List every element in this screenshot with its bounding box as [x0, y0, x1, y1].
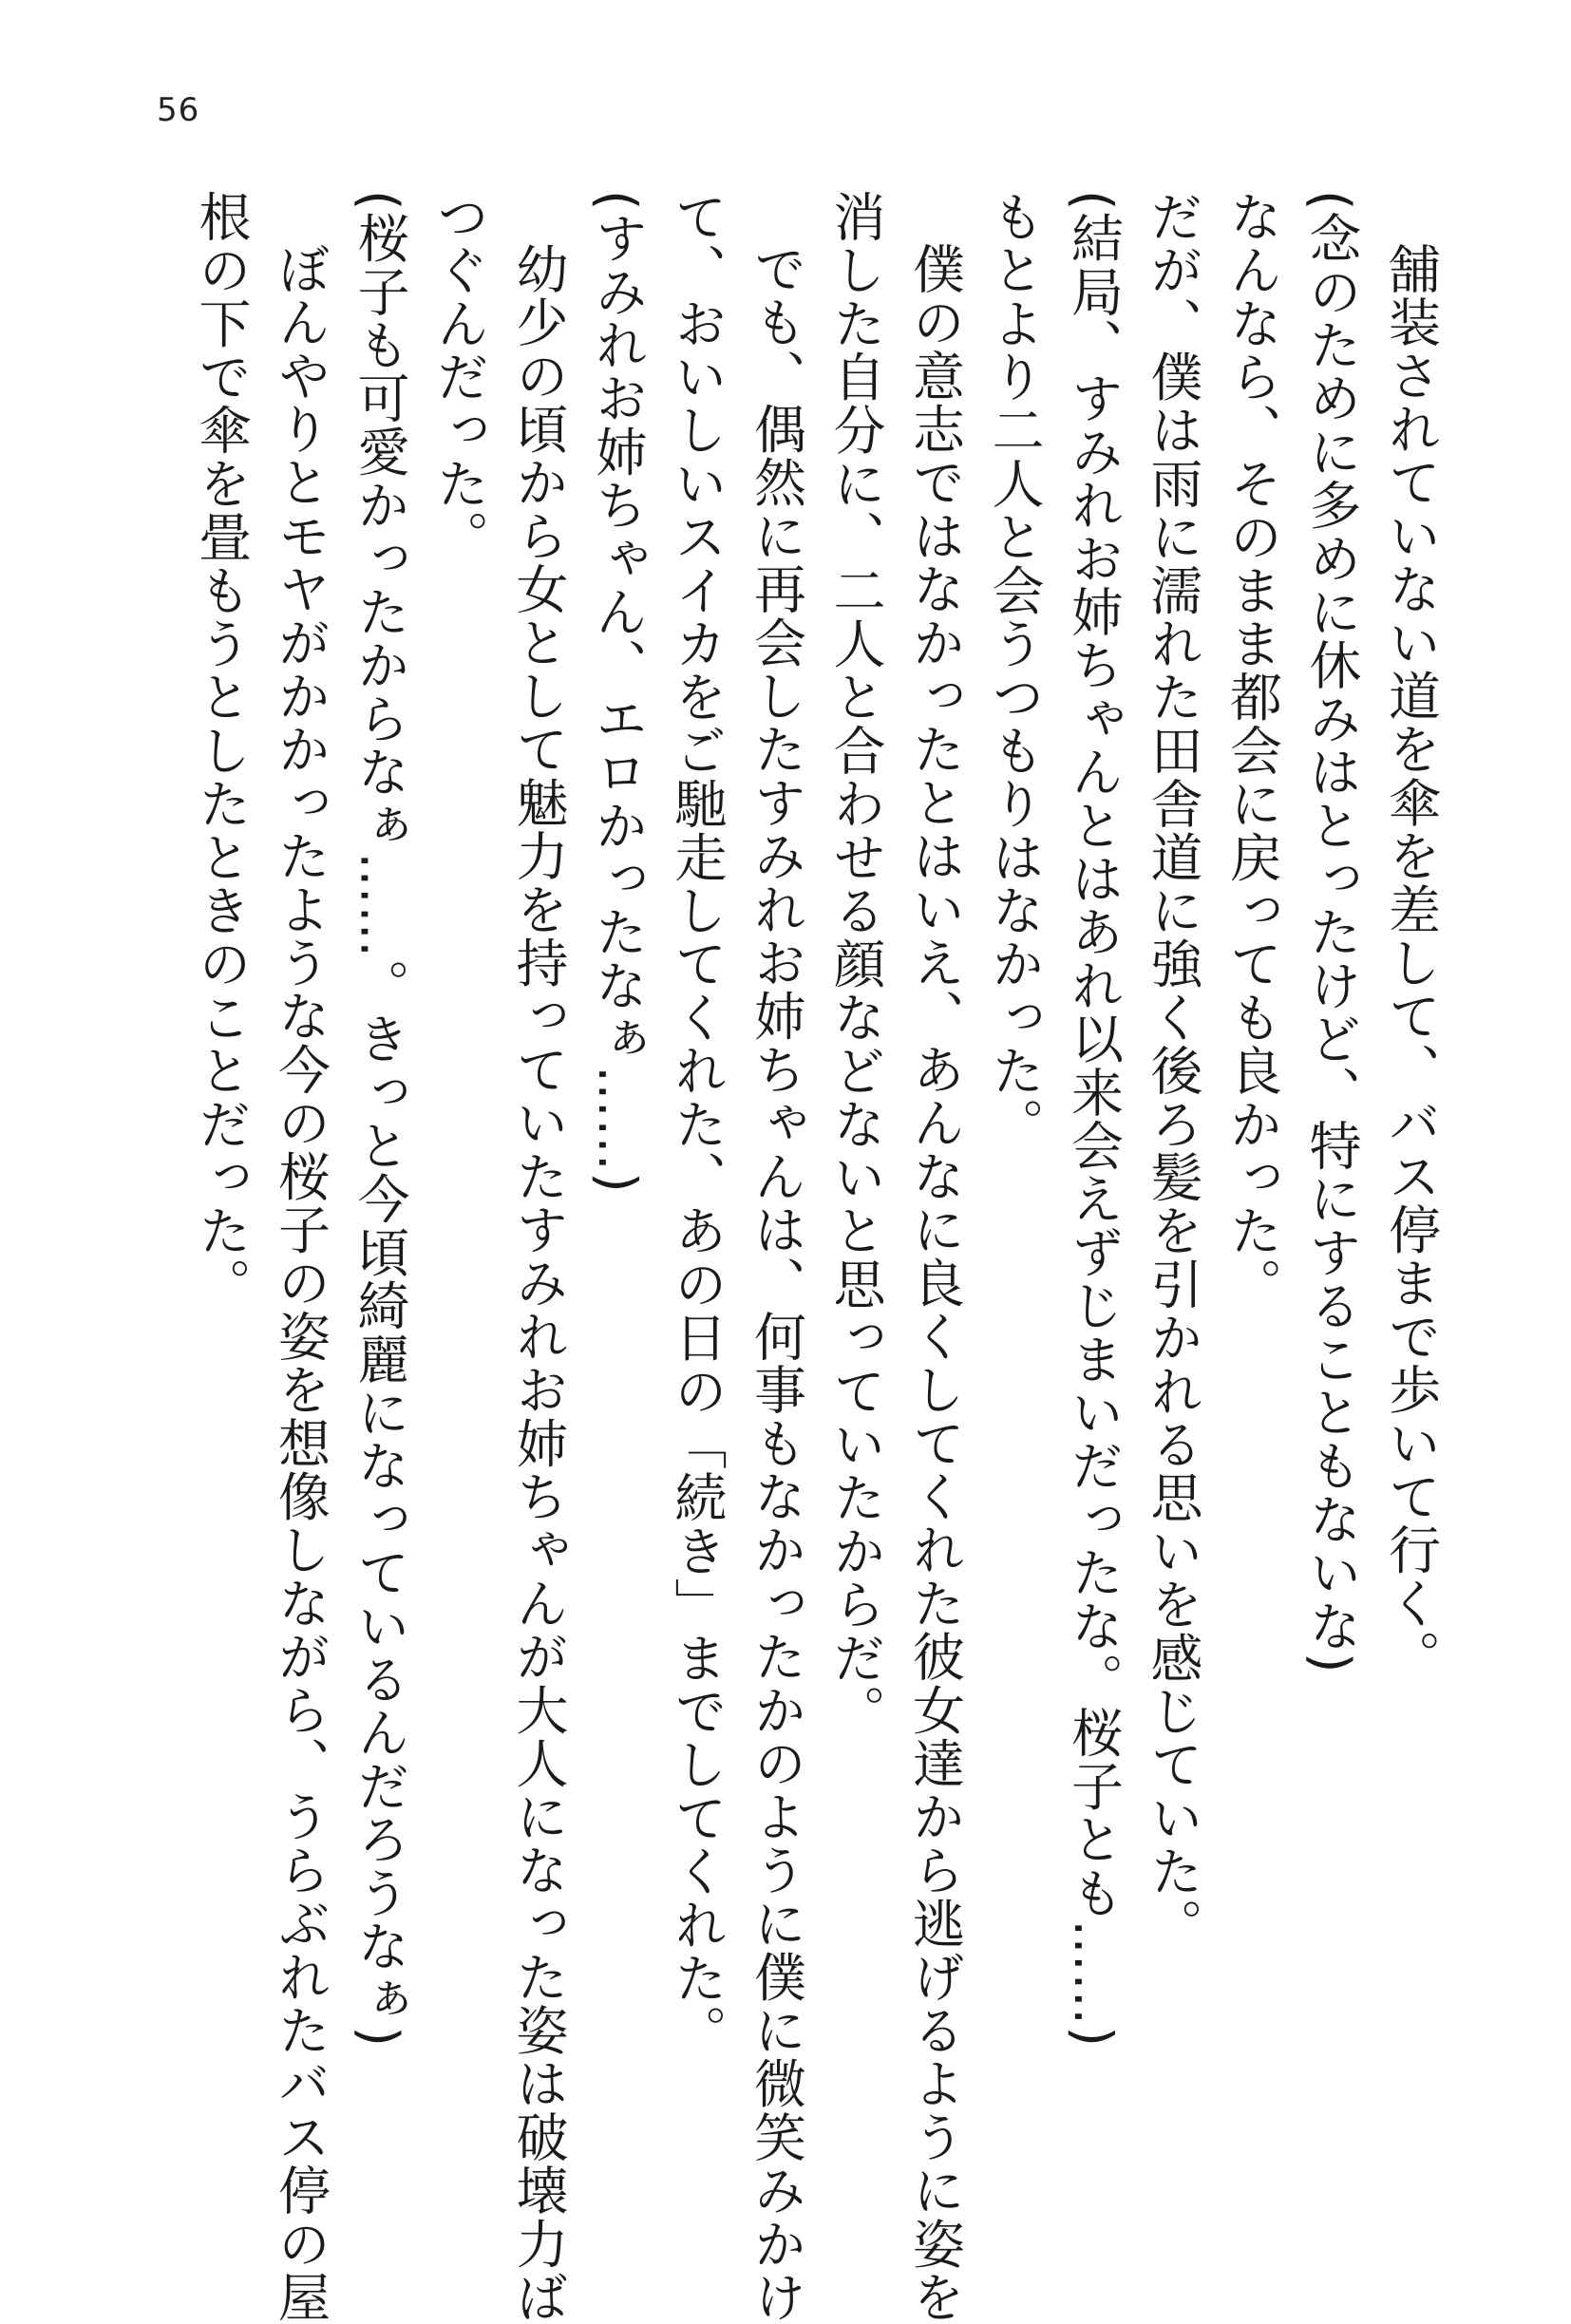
vertical-text-block	[120, 190, 1449, 2324]
text-line: 僕の意志ではなかったとはいえ、あんなに良くしてくれた彼女達から逃げるように姿を	[904, 242, 965, 2324]
page-number: 56	[157, 91, 200, 129]
text-line: (すみれお姉ちゃん、エロかったなぁ……)	[587, 190, 648, 1194]
text-line: て、おいしいスイカをご馳走してくれた、あの日の「続き」までしてくれた。	[666, 190, 728, 2058]
text-line: 消した自分に、二人と合わせる顔などないと思っていたからだ。	[824, 190, 886, 1738]
text-line: (念のために多めに休みはとったけど、特にすることもないな)	[1300, 190, 1362, 1674]
text-line: もとより二人と会うつもりはなかった。	[983, 190, 1045, 1151]
text-line: 根の下で傘を畳もうとしたときのことだった。	[190, 190, 252, 1312]
text-line: 幼少の頃から女として魅力を持っていたすみれお姉ちゃんが大人になった姿は破壊力ば	[507, 242, 569, 2324]
text-line: 舗装されていない道を傘を差して、バス停まで歩いて行く。	[1380, 242, 1441, 1684]
text-line: でも、偶然に再会したすみれお姉ちゃんは、何事もなかったかのように僕に微笑みかけ	[746, 242, 806, 2324]
text-line: (桜子も可愛かったからなぁ……。きっと今頃綺麗になっているんだろうなぁ)	[349, 190, 410, 2049]
text-line: ぼんやりとモヤがかかったような今の桜子の姿を想像しながら、うらぶれたバス停の屋	[270, 242, 331, 2324]
text-line: なんなら、そのまま都会に戻っても良かった。	[1221, 190, 1282, 1312]
text-line: つぐんだった。	[428, 190, 489, 564]
text-line: (結局、すみれお姉ちゃんとはあれ以来会えずじまいだったな。桜子とも……)	[1063, 190, 1124, 2049]
text-line: だが、僕は雨に濡れた田舎道に強く後ろ髪を引かれる思いを感じていた。	[1142, 190, 1203, 1952]
